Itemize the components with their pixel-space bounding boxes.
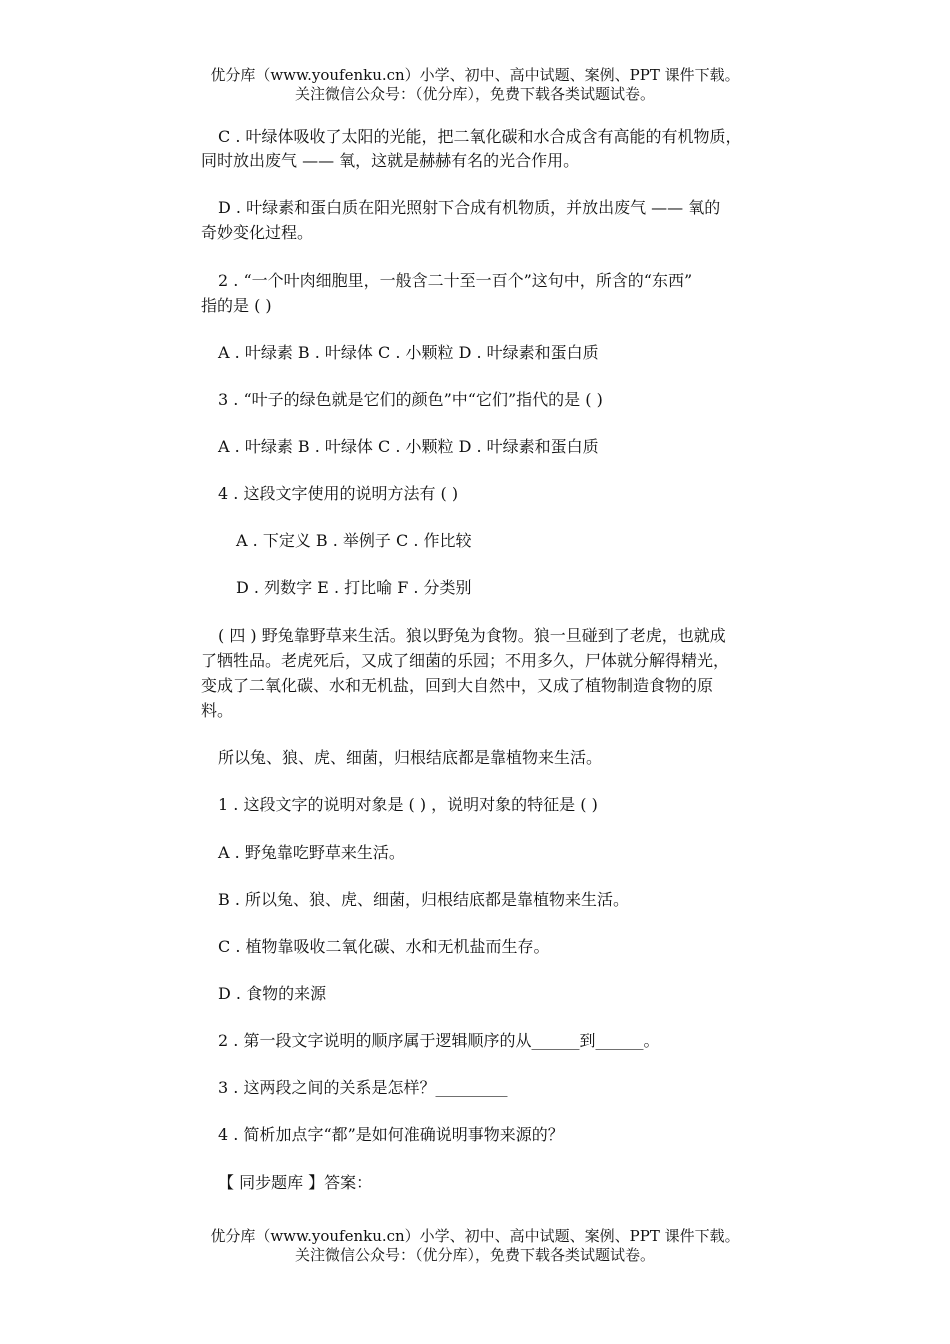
footer-line-2: 关注微信公众号：（优分库），免费下载各类试题试卷。	[294, 1246, 655, 1264]
option-d-line-1: D . 叶绿素和蛋白质在阳光照射下合成有机物质，并放出废气 —— 氧的	[218, 198, 721, 217]
question-2-line-1: 2 . “一个叶肉细胞里，一般含二十至一百个”这句中，所含的“东西”	[218, 271, 693, 290]
passage-4-line-3: 变成了二氧化碳、水和无机盐，回到大自然中，又成了植物制造食物的原	[201, 676, 714, 695]
option-d-line-2: 奇妙变化过程。	[201, 223, 314, 242]
question-3: 3 . “叶子的绿色就是它们的颜色”中“它们”指代的是 ( )	[218, 390, 603, 409]
sub-question-1-option-a: A . 野兔靠吃野草来生活。	[218, 843, 405, 862]
sub-question-3: 3 . 这两段之间的关系是怎样？_________	[218, 1078, 508, 1097]
option-c-line-1: C . 叶绿体吸收了太阳的光能，把二氧化碳和水合成含有高能的有机物质，	[218, 127, 742, 146]
passage-4-summary: 所以兔、狼、虎、细菌，归根结底都是靠植物来生活。	[218, 748, 603, 767]
header-line-2: 关注微信公众号：（优分库），免费下载各类试题试卷。	[294, 85, 655, 103]
passage-4-line-1: ( 四 ) 野兔靠野草来生活。狼以野兔为食物。狼一旦碰到了老虎，也就成	[218, 626, 726, 645]
page-header	[0, 66, 950, 104]
option-c-line-2: 同时放出废气 —— 氧，这就是赫赫有名的光合作用。	[201, 151, 580, 170]
header-line-1: 优分库（www.youfenku.cn）小学、初中、高中试题、案例、PPT 课件下载。	[210, 66, 740, 84]
passage-4-line-2: 了牺牲品。老虎死后，又成了细菌的乐园；不用多久，尸体就分解得精光，	[201, 651, 730, 670]
sub-question-1-option-c: C . 植物靠吸收二氧化碳、水和无机盐而生存。	[218, 937, 550, 956]
sub-question-1-option-d: D . 食物的来源	[218, 984, 327, 1003]
question-2-options: A . 叶绿素 B . 叶绿体 C . 小颗粒 D . 叶绿素和蛋白质	[218, 343, 599, 362]
question-4-options-row-1: A . 下定义 B . 举例子 C . 作比较	[236, 531, 472, 550]
passage-4-line-4: 料。	[201, 701, 234, 720]
sub-question-1-option-b: B . 所以兔、狼、虎、细菌，归根结底都是靠植物来生活。	[218, 890, 630, 909]
footer-line-1: 优分库（www.youfenku.cn）小学、初中、高中试题、案例、PPT 课件下载。	[210, 1227, 740, 1245]
answer-heading: 【 同步题库 】答案：	[218, 1173, 373, 1192]
question-4-options-row-2: D . 列数字 E . 打比喻 F . 分类别	[236, 578, 472, 597]
sub-question-4: 4 . 简析加点字“都”是如何准确说明事物来源的？	[218, 1125, 564, 1144]
sub-question-1: 1 . 这段文字的说明对象是 ( ) ，说明对象的特征是 ( )	[218, 795, 598, 814]
question-4: 4 . 这段文字使用的说明方法有 ( )	[218, 484, 459, 503]
question-2-line-2: 指的是 ( )	[201, 296, 272, 315]
page-footer	[0, 1227, 950, 1265]
question-3-options: A . 叶绿素 B . 叶绿体 C . 小颗粒 D . 叶绿素和蛋白质	[218, 437, 599, 456]
sub-question-2: 2 . 第一段文字说明的顺序属于逻辑顺序的从______到______。	[218, 1031, 660, 1050]
